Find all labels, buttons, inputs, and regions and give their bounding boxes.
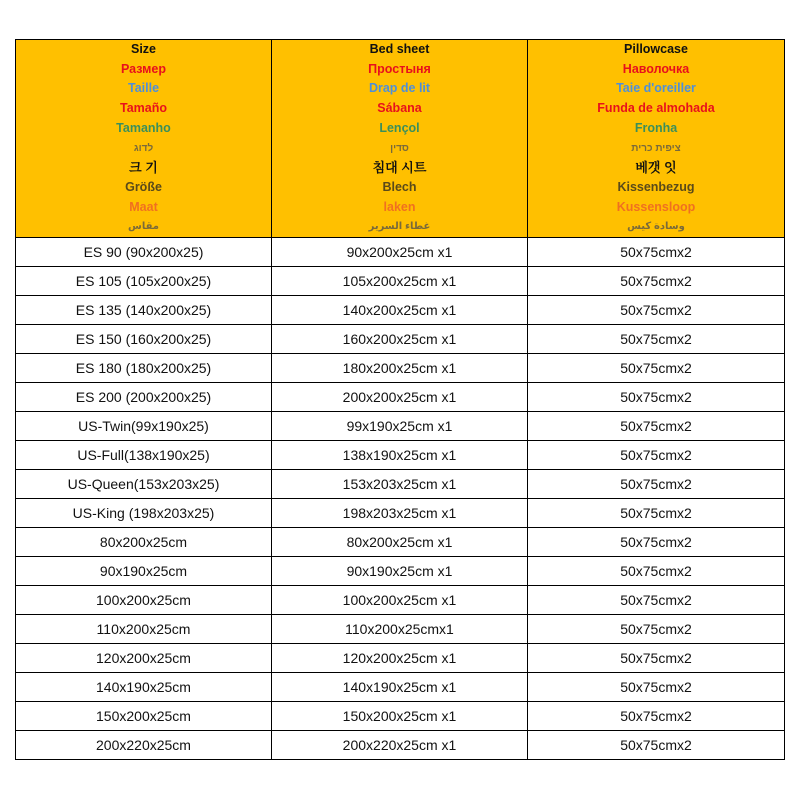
pillowcase-cell: 50x75cmx2 <box>528 586 785 615</box>
header-label: 크 기 <box>129 160 158 176</box>
bed-sheet-cell: 153x203x25cm x1 <box>272 470 528 499</box>
pillowcase-cell: 50x75cmx2 <box>528 238 785 267</box>
header-label: Простыня <box>368 61 431 76</box>
bed-sheet-cell: 200x200x25cm x1 <box>272 383 528 412</box>
table-row <box>16 354 785 383</box>
pillowcase-cell: 50x75cmx2 <box>528 528 785 557</box>
header-label: Tamanho <box>116 120 171 135</box>
pillowcase-cell: 50x75cmx2 <box>528 644 785 673</box>
table-row <box>16 528 785 557</box>
pillowcase-cell: 50x75cmx2 <box>528 441 785 470</box>
header-label: Наволочка <box>622 61 690 76</box>
pillowcase-cell: 50x75cmx2 <box>528 354 785 383</box>
size-cell: ES 135 (140x200x25) <box>16 296 272 325</box>
size-cell: 80x200x25cm <box>16 528 272 557</box>
size-cell: 200x220x25cm <box>16 731 272 760</box>
bed-sheet-cell: 120x200x25cm x1 <box>272 644 528 673</box>
size-cell: 100x200x25cm <box>16 586 272 615</box>
header-label: ציפית כרית <box>631 142 681 154</box>
header-label: Размер <box>120 61 166 76</box>
header-size <box>16 40 272 238</box>
table-row <box>16 702 785 731</box>
bed-sheet-cell: 138x190x25cm x1 <box>272 441 528 470</box>
table-row <box>16 296 785 325</box>
size-cell: 90x190x25cm <box>16 557 272 586</box>
pillowcase-cell: 50x75cmx2 <box>528 615 785 644</box>
pillowcase-cell: 50x75cmx2 <box>528 499 785 528</box>
size-cell: US-King (198x203x25) <box>16 499 272 528</box>
pillowcase-cell: 50x75cmx2 <box>528 325 785 354</box>
table-row <box>16 470 785 499</box>
header-bed-sheet <box>272 40 528 238</box>
header-label: وسادة كيس <box>627 221 685 233</box>
table-row <box>16 441 785 470</box>
size-cell: 150x200x25cm <box>16 702 272 731</box>
bed-sheet-cell: 90x190x25cm x1 <box>272 557 528 586</box>
bed-sheet-cell: 160x200x25cm x1 <box>272 325 528 354</box>
table-row <box>16 325 785 354</box>
table-row <box>16 586 785 615</box>
size-cell: ES 180 (180x200x25) <box>16 354 272 383</box>
table-row <box>16 615 785 644</box>
header-label: Maat <box>129 199 158 214</box>
header-label: Drap de lit <box>368 81 431 96</box>
size-table <box>15 39 785 760</box>
header-label: Sábana <box>377 101 422 116</box>
pillowcase-cell: 50x75cmx2 <box>528 702 785 731</box>
pillowcase-cell: 50x75cmx2 <box>528 731 785 760</box>
header-label: 베갯 잇 <box>635 160 677 176</box>
bed-sheet-cell: 200x220x25cm x1 <box>272 731 528 760</box>
pillowcase-cell: 50x75cmx2 <box>528 412 785 441</box>
table-row <box>16 412 785 441</box>
size-cell: 110x200x25cm <box>16 615 272 644</box>
table-row <box>16 267 785 296</box>
table-row <box>16 731 785 760</box>
bed-sheet-cell: 90x200x25cm x1 <box>272 238 528 267</box>
header-label: Kissenbezug <box>617 179 695 194</box>
header-row <box>16 40 785 238</box>
header-label: Funda de almohada <box>597 101 715 116</box>
header-label: Größe <box>125 179 162 194</box>
header-label: Taille <box>127 81 160 96</box>
size-cell: 120x200x25cm <box>16 644 272 673</box>
pillowcase-cell: 50x75cmx2 <box>528 470 785 499</box>
header-label: Pillowcase <box>624 42 688 56</box>
header-label: laken <box>383 199 416 214</box>
header-label: Kussensloop <box>616 199 696 214</box>
header-label: Taie d'oreiller <box>616 81 696 96</box>
header-label: Blech <box>382 179 417 194</box>
header-label: סדין <box>390 142 409 154</box>
table-row <box>16 499 785 528</box>
header-label: Fronha <box>634 120 678 135</box>
table-row <box>16 673 785 702</box>
bed-sheet-cell: 80x200x25cm x1 <box>272 528 528 557</box>
size-cell: ES 200 (200x200x25) <box>16 383 272 412</box>
size-cell: ES 150 (160x200x25) <box>16 325 272 354</box>
table-row <box>16 557 785 586</box>
header-pillowcase <box>528 40 785 238</box>
header-label: غطاء السرير <box>368 221 431 233</box>
size-cell: ES 105 (105x200x25) <box>16 267 272 296</box>
header-label: Tamaño <box>120 101 167 116</box>
pillowcase-cell: 50x75cmx2 <box>528 267 785 296</box>
bed-sheet-cell: 198x203x25cm x1 <box>272 499 528 528</box>
table-header <box>16 40 785 238</box>
pillowcase-cell: 50x75cmx2 <box>528 383 785 412</box>
header-label: مقاس <box>128 221 159 233</box>
header-label: Bed sheet <box>369 42 430 56</box>
pillowcase-cell: 50x75cmx2 <box>528 296 785 325</box>
bed-sheet-cell: 99x190x25cm x1 <box>272 412 528 441</box>
bed-sheet-cell: 100x200x25cm x1 <box>272 586 528 615</box>
bed-sheet-cell: 180x200x25cm x1 <box>272 354 528 383</box>
size-cell: US-Twin(99x190x25) <box>16 412 272 441</box>
size-cell: US-Full(138x190x25) <box>16 441 272 470</box>
size-cell: ES 90 (90x200x25) <box>16 238 272 267</box>
header-label: Lençol <box>379 120 420 135</box>
table-row <box>16 383 785 412</box>
header-label: 침대 시트 <box>372 160 427 176</box>
table-body <box>16 238 785 760</box>
table-row <box>16 644 785 673</box>
pillowcase-cell: 50x75cmx2 <box>528 673 785 702</box>
pillowcase-cell: 50x75cmx2 <box>528 557 785 586</box>
bed-sheet-cell: 105x200x25cm x1 <box>272 267 528 296</box>
header-label: Size <box>130 42 156 56</box>
bed-sheet-cell: 140x200x25cm x1 <box>272 296 528 325</box>
size-cell: US-Queen(153x203x25) <box>16 470 272 499</box>
bed-sheet-cell: 140x190x25cm x1 <box>272 673 528 702</box>
size-chart <box>15 39 784 760</box>
size-cell: 140x190x25cm <box>16 673 272 702</box>
bed-sheet-cell: 150x200x25cm x1 <box>272 702 528 731</box>
header-label: לדוג <box>133 142 154 154</box>
table-row <box>16 238 785 267</box>
bed-sheet-cell: 110x200x25cmx1 <box>272 615 528 644</box>
